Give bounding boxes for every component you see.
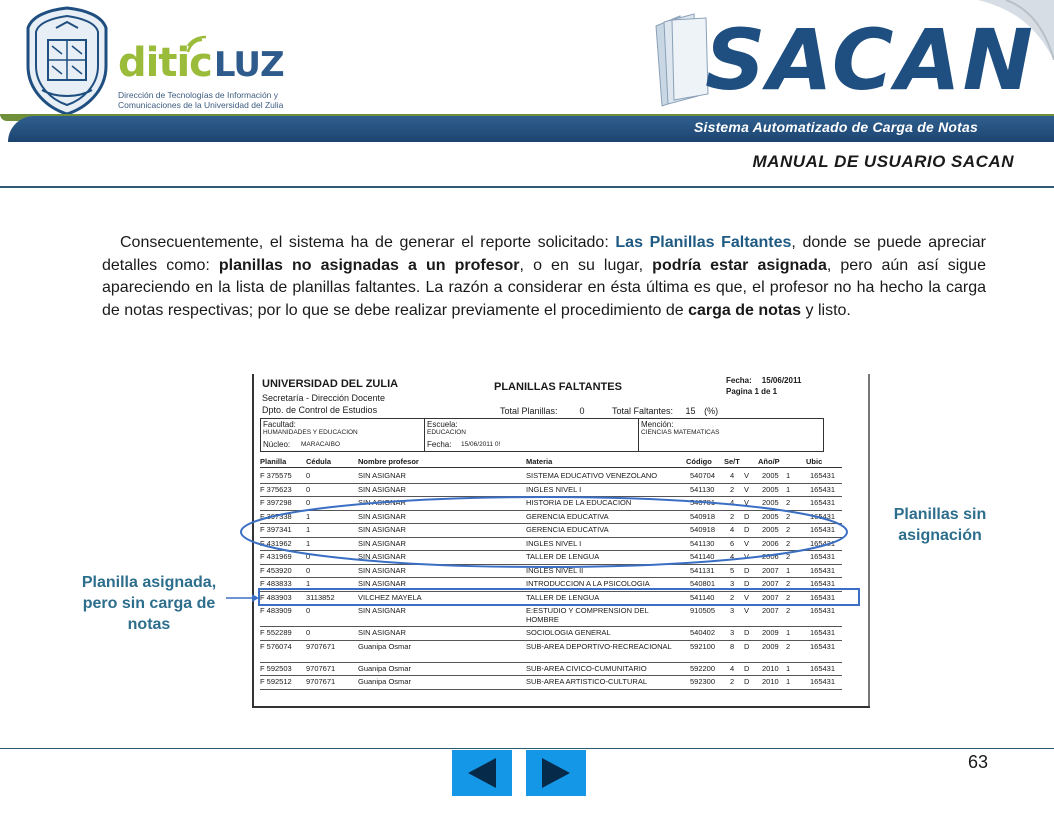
cell-codigo: 541130 xyxy=(690,538,715,548)
page-curl-icon xyxy=(978,0,1054,60)
cell-codigo: 592200 xyxy=(690,663,716,673)
cell-nombre: VILCHEZ MAYELA xyxy=(358,592,422,602)
cell-se: 3 xyxy=(730,628,735,637)
cell-cedula: 3113852 xyxy=(306,592,335,602)
cell-p: 1 xyxy=(786,677,791,686)
cell-planilla: F 397338 xyxy=(260,511,292,521)
cell-planilla: F 483909 xyxy=(260,606,292,615)
cell-materia: TALLER DE LENGUA xyxy=(526,592,600,602)
cell-ubic: 165431 xyxy=(810,484,836,494)
cell-p: 1 xyxy=(786,663,791,673)
cell-cedula: 0 xyxy=(306,552,311,561)
cell-materia: GERENCIA EDUCATIVA xyxy=(526,525,609,534)
cell-codigo: 541140 xyxy=(690,552,715,561)
cell-cedula: 0 xyxy=(306,498,311,507)
cell-p: 1 xyxy=(786,628,791,637)
report-title: PLANILLAS FALTANTES xyxy=(494,381,622,393)
cell-ano: 2005 xyxy=(762,511,779,521)
cell-p: 2 xyxy=(786,511,791,521)
table-row xyxy=(260,470,842,484)
cell-cedula: 1 xyxy=(306,511,311,521)
cell-t: D xyxy=(744,565,750,575)
cell-nombre: SIN ASIGNAR xyxy=(358,484,406,494)
cell-se: 2 xyxy=(730,511,735,521)
cell-ubic: 165431 xyxy=(810,663,836,673)
cell-cedula: 1 xyxy=(306,579,311,588)
cell-materia: GERENCIA EDUCATIVA xyxy=(526,511,609,521)
cell-codigo: 540918 xyxy=(690,511,716,521)
table-row xyxy=(260,663,842,677)
cell-codigo: 540704 xyxy=(690,471,716,480)
cell-planilla: F 576074 xyxy=(260,641,292,651)
cell-se: 2 xyxy=(730,484,735,494)
cell-materia: SUB-AREA ARTISTICO-CULTURAL xyxy=(526,677,647,686)
cell-t: V xyxy=(744,538,750,548)
cell-ano: 2009 xyxy=(762,628,779,637)
cell-t: V xyxy=(744,592,750,602)
cell-t: V xyxy=(744,471,750,480)
table-row xyxy=(260,676,842,690)
cell-t: D xyxy=(744,579,750,588)
cell-t: D xyxy=(744,525,750,534)
cell-ubic: 165431 xyxy=(810,552,836,561)
previous-page-button[interactable] xyxy=(452,750,512,796)
cell-ano: 2009 xyxy=(762,641,779,651)
cell-se: 2 xyxy=(730,677,735,686)
report-frame-right xyxy=(868,374,870,708)
cell-ano: 2007 xyxy=(762,606,779,615)
cell-cedula: 9707671 xyxy=(306,641,336,651)
report-mencion-cell: Mención: CIENCIAS MATEMATICAS xyxy=(641,420,720,436)
cell-materia: INGLES NIVEL II xyxy=(526,565,584,575)
cell-p: 2 xyxy=(786,579,791,588)
triangle-left-icon xyxy=(462,756,502,790)
cell-planilla: F 375623 xyxy=(260,484,292,494)
cell-ano: 2005 xyxy=(762,525,779,534)
university-seal-icon xyxy=(26,6,108,116)
cell-nombre: SIN ASIGNAR xyxy=(358,498,406,507)
cell-ano: 2010 xyxy=(762,663,779,673)
cell-nombre: SIN ASIGNAR xyxy=(358,538,406,548)
cell-nombre: SIN ASIGNAR xyxy=(358,579,406,588)
cell-planilla: F 592503 xyxy=(260,663,292,673)
header-band-text: Sistema Automatizado de Carga de Notas xyxy=(693,119,978,135)
cell-nombre: SIN ASIGNAR xyxy=(358,525,406,534)
cell-nombre: SIN ASIGNAR xyxy=(358,606,406,615)
cell-ubic: 165431 xyxy=(810,677,836,686)
cell-nombre: SIN ASIGNAR xyxy=(358,552,406,561)
manual-title: MANUAL DE USUARIO SACAN xyxy=(752,152,1014,171)
cell-se: 5 xyxy=(730,565,735,575)
cell-p: 2 xyxy=(786,498,791,507)
cell-t: D xyxy=(744,663,750,673)
cell-materia: HISTORIA DE LA EDUCACION xyxy=(526,498,632,507)
cell-materia: SUB-AREA CIVICO-CUMUNITARIO xyxy=(526,663,647,673)
label-planillas-sin-asignacion: Planillas sin asignación xyxy=(893,506,987,544)
cell-se: 4 xyxy=(730,663,735,673)
page-header xyxy=(0,0,1054,190)
report-secretaria: Secretaría - Dirección Docente xyxy=(262,393,386,403)
cell-planilla: F 431969 xyxy=(260,552,292,561)
cell-ano: 2007 xyxy=(762,579,779,588)
cell-ano: 2007 xyxy=(762,592,779,602)
cell-planilla: F 483903 xyxy=(260,592,292,602)
report-departamento: Dpto. de Control de Estudios xyxy=(262,405,378,415)
cell-materia: SISTEMA EDUCATIVO VENEZOLANO xyxy=(526,471,658,480)
cell-se: 3 xyxy=(730,579,735,588)
cell-codigo: 540402 xyxy=(690,628,716,637)
cell-nombre: SIN ASIGNAR xyxy=(358,628,406,637)
cell-t: D xyxy=(744,677,750,686)
cell-cedula: 9707671 xyxy=(306,677,336,686)
cell-planilla: F 483833 xyxy=(260,579,292,588)
report-university: UNIVERSIDAD DEL ZULIA xyxy=(262,378,399,390)
report-total-planillas: Total Planillas: 0 xyxy=(500,406,585,416)
cell-t: D xyxy=(744,641,750,651)
cell-cedula: 1 xyxy=(306,525,311,534)
cell-t: V xyxy=(744,498,750,507)
cell-ano: 2006 xyxy=(762,538,779,548)
cell-se: 2 xyxy=(730,592,735,602)
unassigned-highlight-ellipse xyxy=(238,494,850,570)
body-paragraph: Consecuentemente, el sistema ha de generar el reporte solicitado: Las Planillas Faltantes, donde se puede apreciar detalles como: planillas no asignadas a un profesor, o en su lugar, podría estar asignada, pero aún así sigue apareciendo en la lista de planillas faltantes. La razón a considerar en ésta última es que, el profesor no ha hecho la carga de notas respectivas; por lo que se debe realizar previamente el procedimiento de carga de notas y listo. xyxy=(102,234,987,319)
report-facultad-cell: Facultad: HUMANIDADES Y EDUCACION Núcleo: MARACAIBO xyxy=(261,419,425,451)
cell-planilla: F 592512 xyxy=(260,677,292,686)
cell-p: 1 xyxy=(786,565,791,575)
cell-p: 1 xyxy=(786,484,791,494)
cell-se: 6 xyxy=(730,538,735,548)
cell-nombre: SIN ASIGNAR xyxy=(358,471,406,480)
cell-ano: 2007 xyxy=(762,565,779,575)
cell-nombre: SIN ASIGNAR xyxy=(358,511,406,521)
cell-p: 2 xyxy=(786,606,791,615)
cell-p: 1 xyxy=(786,471,791,480)
ditic-wordmark: diticLUZ xyxy=(118,40,284,86)
cell-ano: 2005 xyxy=(762,471,779,480)
cell-materia: E:ESTUDIO Y COMPRENSION DEL HOMBRE xyxy=(526,606,649,624)
cell-planilla: F 397341 xyxy=(260,525,292,534)
cell-ubic: 165431 xyxy=(810,498,836,507)
cell-codigo: 540701 xyxy=(690,498,716,507)
cell-codigo: 541140 xyxy=(690,592,715,602)
cell-p: 2 xyxy=(786,538,791,548)
cell-ubic: 165431 xyxy=(810,565,836,575)
cell-nombre: Guanipa Osmar xyxy=(358,641,411,651)
cell-cedula: 0 xyxy=(306,484,311,494)
cell-cedula: 0 xyxy=(306,606,311,615)
sacan-wordmark: SACAN xyxy=(705,11,1035,109)
cell-cedula: 0 xyxy=(306,471,311,480)
report-page: Pagina 1 de 1 xyxy=(726,387,778,396)
table-row xyxy=(260,627,842,641)
cell-se: 4 xyxy=(730,498,735,507)
cell-codigo: 592300 xyxy=(690,677,716,686)
cell-cedula: 0 xyxy=(306,565,311,575)
page-number: 63 xyxy=(967,752,988,772)
cell-t: D xyxy=(744,511,750,521)
cell-ano: 2005 xyxy=(762,484,779,494)
cell-codigo: 541130 xyxy=(690,484,715,494)
cell-se: 4 xyxy=(730,552,735,561)
footer-divider xyxy=(0,748,1054,749)
cell-ubic: 165431 xyxy=(810,606,836,615)
highlight-report-name: Las Planillas Faltantes xyxy=(615,234,792,251)
triangle-right-icon xyxy=(536,756,576,790)
report-date: Fecha: 15/06/2011 xyxy=(726,376,802,385)
cell-se: 8 xyxy=(730,641,735,651)
cell-t: D xyxy=(744,628,750,637)
cell-materia: SOCIOLOGIA GENERAL xyxy=(526,628,611,637)
table-row xyxy=(260,641,842,663)
cell-materia: INTRODUCCION A LA PSICOLOGIA xyxy=(526,579,650,588)
cell-codigo: 540801 xyxy=(690,579,716,588)
cell-codigo: 541131 xyxy=(690,565,715,575)
header-divider xyxy=(0,186,1054,188)
cell-p: 2 xyxy=(786,552,791,561)
ditic-logo xyxy=(118,40,328,118)
report-info-box xyxy=(260,418,824,452)
cell-planilla: F 552289 xyxy=(260,628,292,637)
cell-ano: 2010 xyxy=(762,677,779,686)
assigned-highlight-rect xyxy=(258,588,860,606)
cell-t: V xyxy=(744,484,750,494)
next-page-button[interactable] xyxy=(526,750,586,796)
cell-ano: 2006 xyxy=(762,552,779,561)
cell-nombre: Guanipa Osmar xyxy=(358,663,411,673)
cell-codigo: 592100 xyxy=(690,641,716,651)
cell-p: 2 xyxy=(786,592,791,602)
cell-p: 2 xyxy=(786,641,791,651)
label-planilla-asignada: Planilla asignada, pero sin carga de notas xyxy=(81,574,217,633)
cell-codigo: 540918 xyxy=(690,525,716,534)
cell-se: 4 xyxy=(730,471,735,480)
cell-t: V xyxy=(744,606,750,615)
report-escuela-cell: Escuela: EDUCACION Fecha: 15/06/2011 0! xyxy=(425,419,639,451)
cell-t: V xyxy=(744,552,750,561)
cell-planilla: F 453920 xyxy=(260,565,292,575)
cell-materia: INGLES NIVEL I xyxy=(526,538,582,548)
cell-se: 4 xyxy=(730,525,735,534)
cell-planilla: F 375575 xyxy=(260,471,292,480)
report-total-faltantes: Total Faltantes: 15 (%) xyxy=(612,406,719,416)
cell-materia: SUB-AREA DEPORTIVO-RECREACIONAL xyxy=(526,641,672,651)
arrow-right-icon xyxy=(226,592,260,604)
cell-ubic: 165431 xyxy=(810,641,836,651)
report-table-header: Planilla Cédula Nombre profesor Materia Código Se/T Año/P Ubic xyxy=(260,456,842,468)
ditic-subtitle: Dirección de Tecnologías de Información y Comunicaciones de la Universidad del Zulia xyxy=(118,90,284,110)
cell-ubic: 165431 xyxy=(810,471,836,480)
cell-ubic: 165431 xyxy=(810,538,836,548)
cell-ubic: 165431 xyxy=(810,628,836,637)
table-row xyxy=(260,605,842,627)
cell-nombre: SIN ASIGNAR xyxy=(358,565,406,575)
cell-nombre: Guanipa Osmar xyxy=(358,677,411,686)
cell-p: 2 xyxy=(786,525,791,534)
cell-materia: INGLES NIVEL I xyxy=(526,484,582,494)
cell-codigo: 910505 xyxy=(690,606,716,615)
cell-materia: TALLER DE LENGUA xyxy=(526,552,600,561)
cell-planilla: F 397298 xyxy=(260,498,292,507)
cell-ubic: 165431 xyxy=(810,592,836,602)
cell-ubic: 165431 xyxy=(810,525,836,534)
cell-planilla: F 431962 xyxy=(260,538,292,548)
cell-cedula: 1 xyxy=(306,538,311,548)
cell-cedula: 0 xyxy=(306,628,311,637)
cell-ubic: 165431 xyxy=(810,579,836,588)
cell-ubic: 165431 xyxy=(810,511,836,521)
cell-cedula: 9707671 xyxy=(306,663,336,673)
cell-se: 3 xyxy=(730,606,735,615)
cell-ano: 2005 xyxy=(762,498,779,507)
